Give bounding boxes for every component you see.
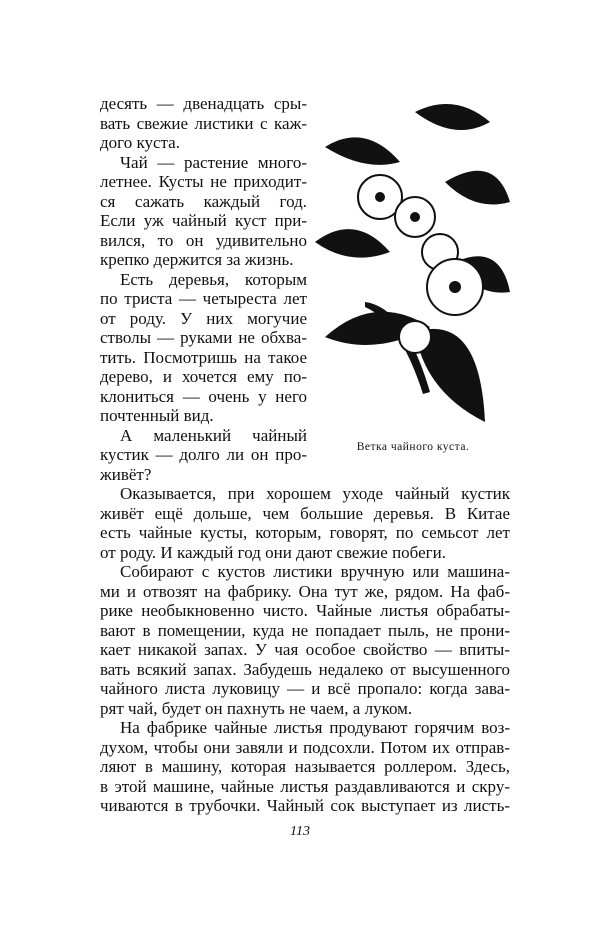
text-line: в этой машине, чайные листья раздавливаются и скру- [100,776,510,796]
text-line: тить. Посмотришь на такое [100,347,307,367]
left-column-text [100,94,307,484]
text-line: ляют в машину, которая называется роллером. Здесь, [100,757,510,776]
text-line: почтенный вид. [100,406,214,425]
text-line: вать свежие листики с каж- [100,113,307,133]
text-line: На фабрике чайные листья продувают горячим воз- [120,718,510,737]
text-line: Чай — растение много- [120,152,307,172]
text-line: есть чайные кусты, которым, говорят, по семьсот лет [100,523,510,542]
text-line: ся сажать каждый год. [100,191,307,211]
text-line: рят чай, будет он пахнуть не чаем, а луком. [100,698,413,718]
text-line: вился, то он удивительно [100,230,307,250]
text-line: Собирают с кустов листики вручную или машина- [120,562,510,581]
text-line: рике необыкновенно чисто. Чайные листья обрабаты- [100,601,510,620]
text-line: летнее. Кусты не приходит- [100,172,307,191]
text-line: кустик — долго ли он про- [100,445,307,464]
full-width-text [100,484,510,816]
page-number: 113 [290,824,310,839]
text-line: живёт? [100,464,152,484]
text-line: дерево, и хочется ему по- [100,367,307,386]
text-line: стволы — руками не обхва- [100,328,307,347]
text-line: по триста — четыреста лет [100,289,307,308]
text-line: кает никакой запах. У чая особое свойство — впиты- [100,640,510,659]
text-line: Оказывается, при хорошем уходе чайный кустик [120,484,510,503]
text-line: от роду. И каждый год они дают свежие побеги. [100,542,446,562]
text-line: Есть деревья, которым [120,269,307,289]
text-line: духом, чтобы они завяли и подсохли. Потом их отправ- [100,737,510,757]
text-line: клониться — очень у него [100,386,307,406]
tea-branch-illustration [305,92,515,432]
text-line: А маленький чайный [120,425,307,445]
text-line: Если уж чайный куст при- [100,211,307,230]
figure-caption: Ветка чайного куста. [356,441,470,453]
text-line: десять — двенадцать сры- [100,94,307,113]
text-line: вать всякий запах. Забудешь недалеко от высушенного [100,659,510,679]
text-line: ми и отвозят на фабрику. Она тут же, рядом. На фаб- [100,581,510,601]
text-line: чиваются в трубочки. Чайный сок выступает из листь- [100,796,510,815]
text-line: вают в помещении, куда не попадает пыль, не прони- [100,620,510,640]
text-line: от роду. У них могучие [100,308,307,328]
text-line: чайного листа луковицу — и всё пропало: когда зава- [100,679,510,698]
text-line: крепко держится за жизнь. [100,250,294,269]
text-line: живёт ещё дольше, чем большие деревья. В Китае [100,503,510,523]
text-line: дого куста. [100,133,180,152]
